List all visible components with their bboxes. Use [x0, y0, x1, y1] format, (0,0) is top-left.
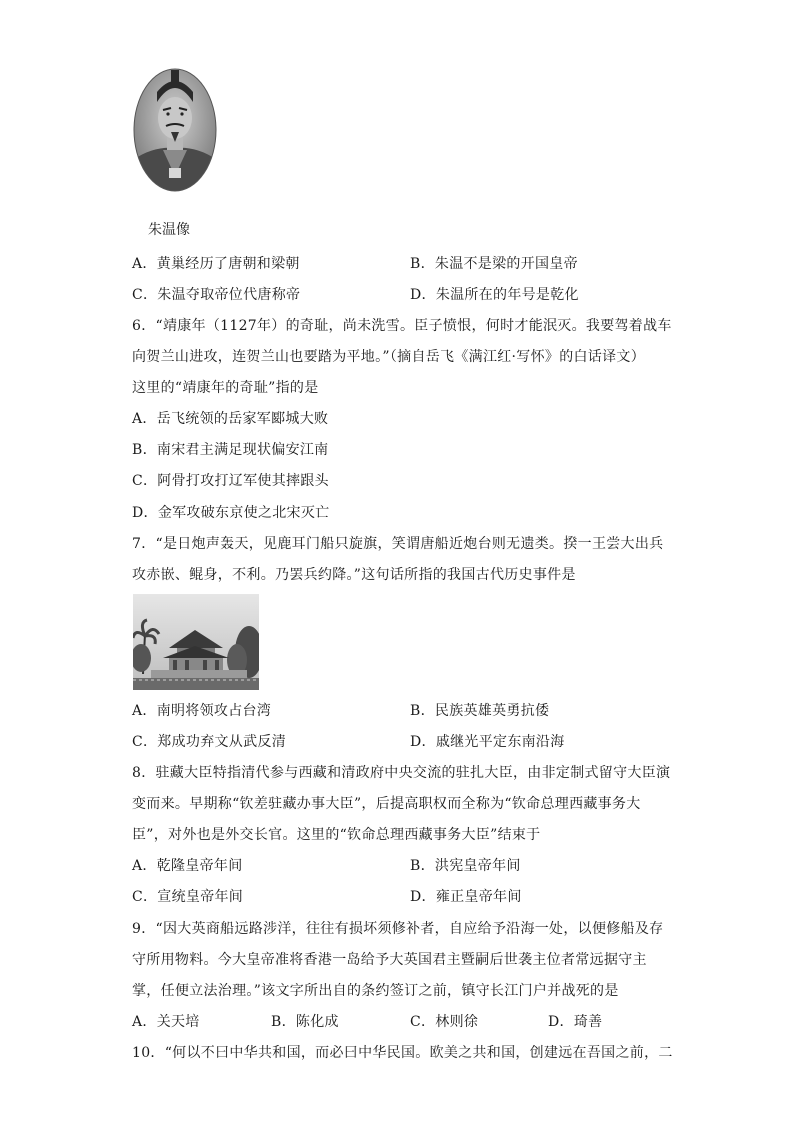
q9-option-a: A．关天培 — [132, 1014, 200, 1030]
q5-option-d: D．朱温所在的年号是乾化 — [410, 287, 579, 303]
q6-stem-line-3: 这里的“靖康年的奇耻”指的是 — [132, 380, 319, 396]
q7-option-b: B．民族英雄英勇抗倭 — [410, 703, 550, 719]
q10-stem-line-1: 10．“何以不曰中华共和国，而必曰中华民国。欧美之共和国，创建远在吾国之前，二 — [132, 1045, 673, 1061]
zhu-wen-portrait-image — [133, 68, 217, 192]
q7-stem-line-1: 7．“是日炮声轰天，见鹿耳门船只旋旗，笑谓唐船近炮台则无遗类。揆一王尝大出兵 — [132, 536, 664, 552]
q8-option-d: D．雍正皇帝年间 — [410, 889, 522, 905]
q5-option-b: B．朱温不是梁的开国皇帝 — [410, 256, 578, 272]
q6-option-b: B．南宋君主满足现状偏安江南 — [132, 442, 329, 458]
q7-option-a: A．南明将领攻占台湾 — [132, 703, 272, 719]
q8-stem-line-2: 变而来。早期称“钦差驻藏办事大臣”，后提高职权而全称为“钦命总理西藏事务大 — [132, 796, 641, 812]
q7-stem-line-2: 攻赤嵌、鲲身，不利。乃罢兵约降。”这句话所指的我国古代历史事件是 — [132, 567, 576, 583]
q9-stem-line-3: 掌，任便立法治理。”该文字所出自的条约签订之前，镇守长江门户并战死的是 — [132, 983, 619, 999]
q6-option-a: A．岳飞统领的岳家军郾城大败 — [132, 411, 329, 427]
q6-stem-line-1: 6．“靖康年（1127年）的奇耻，尚未洗雪。臣子愤恨，何时才能泯灭。我要驾着战车 — [132, 318, 672, 334]
q5-option-a: A．黄巢经历了唐朝和梁朝 — [132, 256, 300, 272]
q9-option-c: C．林则徐 — [410, 1014, 479, 1030]
q6-option-d: D．金军攻破东京使之北宋灭亡 — [132, 505, 330, 521]
q9-option-b: B．陈化成 — [271, 1014, 339, 1030]
q9-stem-line-2: 守所用物料。今大皇帝准将香港一岛给予大英国君主暨嗣后世袭主位者常远据守主 — [132, 952, 647, 968]
q6-stem-line-2: 向贺兰山进攻，连贺兰山也要踏为平地。”（摘自岳飞《满江红·写怀》的白话译文） — [132, 349, 646, 365]
q5-option-c: C．朱温夺取帝位代唐称帝 — [132, 287, 301, 303]
q8-option-c: C．宣统皇帝年间 — [132, 889, 244, 905]
portrait-caption: 朱温像 — [148, 222, 190, 238]
fort-building-photo — [133, 594, 259, 690]
q8-option-b: B．洪宪皇帝年间 — [410, 858, 521, 874]
q7-option-d: D．戚继光平定东南沿海 — [410, 734, 565, 750]
q9-option-d: D．琦善 — [548, 1014, 603, 1030]
q8-option-a: A．乾隆皇帝年间 — [132, 858, 243, 874]
q8-stem-line-3: 臣”，对外也是外交长官。这里的“钦命总理西藏事务大臣”结束于 — [132, 827, 541, 843]
q7-option-c: C．郑成功弃文从武反清 — [132, 734, 287, 750]
q9-stem-line-1: 9．“因大英商船远路涉洋，往往有损坏须修补者，自应给予沿海一处，以便修船及存 — [132, 921, 664, 937]
q8-stem-line-1: 8．驻藏大臣特指清代参与西藏和清政府中央交流的驻扎大臣，由非定制式留守大臣演 — [132, 765, 671, 781]
q6-option-c: C．阿骨打攻打辽军使其摔跟头 — [132, 473, 329, 489]
